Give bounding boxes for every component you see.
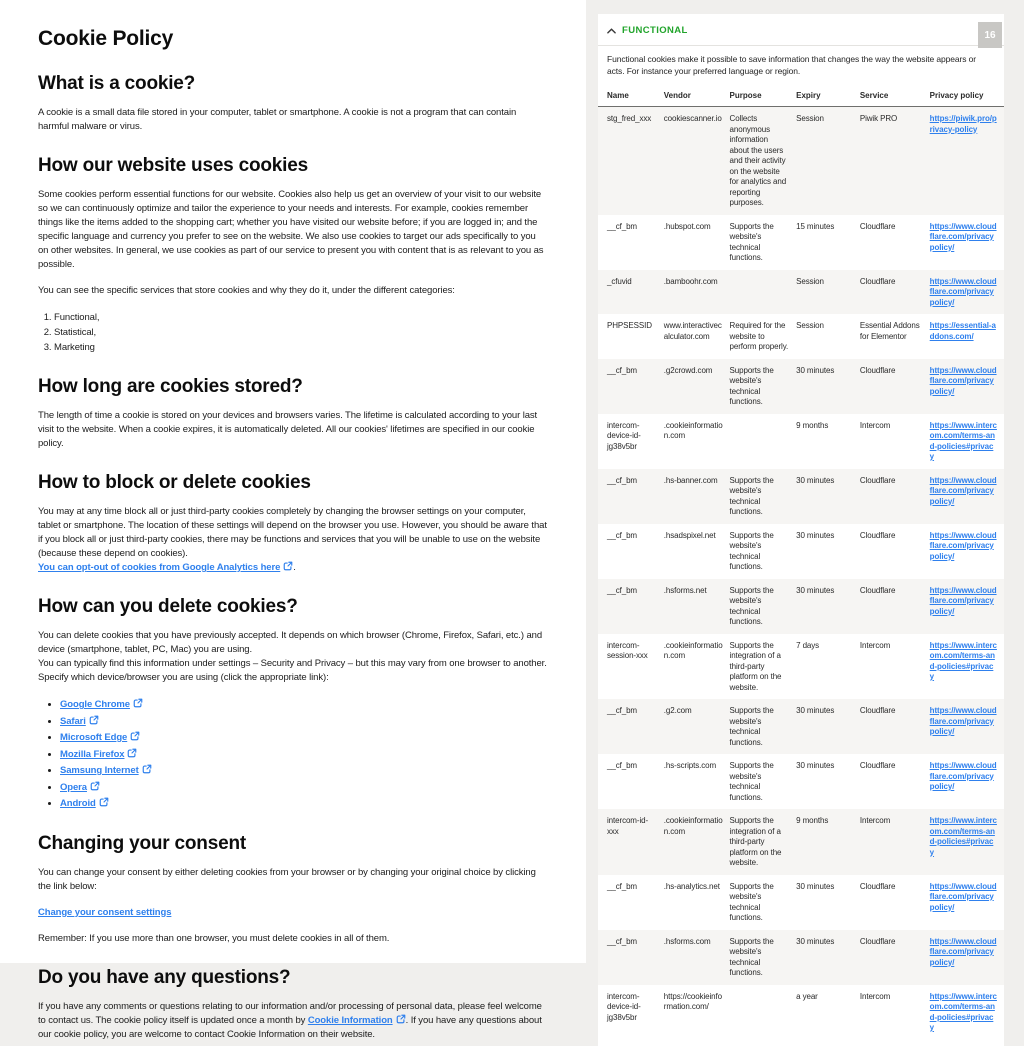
cell-name: intercom-device-id-jg38v5br [607,991,641,1022]
cell-vendor: .g2crowd.com [663,365,713,375]
browser-link-item [60,714,548,730]
section-heading-how-to-block-or-delete-cookies: How to block or delete cookies [38,472,311,493]
cell-name: PHPSESSID [607,321,652,330]
cookie-row-cf-bm [598,699,1004,754]
cell-purpose: Supports the website's technical functions. [729,585,774,626]
paragraph: You may at any time block all or just third-party cookies completely by changing the browser settings on your computer, tablet or smartphone. The location of these settings will depend on the browser you use. However, you should be aware that if you block all or just third-party cookies, there may be functions and services that you will be unable to use on the website (because these depend on cookies). You can opt-out of cookies from Google Analytics here . [38,506,547,573]
cell-vendor: .g2.com [663,706,692,715]
cell-vendor: .hs-analytics.net [663,881,720,891]
cell-vendor: .hs-banner.com [663,475,718,485]
cell-name: intercom-session-xxx [607,640,648,660]
column-header-privacy-policy: Privacy policy [930,87,1004,107]
cell-purpose: Supports the website's technical functions. [729,530,774,571]
privacy-policy-link[interactable]: https://www.cloudflare.com/privacypolicy/ [929,276,997,307]
cell-purpose: Collects anonymous information about the users and their activity on the website for analytics and reporting purposes. [729,114,787,207]
column-header-purpose: Purpose [730,87,797,107]
cell-service: Intercom [859,816,891,825]
cookie-row-cf-bm [598,579,1004,634]
external-link-icon [283,561,293,571]
section-heading-what-is-a-cookie: What is a cookie? [38,73,196,94]
cell-expiry: Session [796,114,824,123]
privacy-policy-link[interactable]: https://www.cloudflare.com/privacypolicy/ [929,761,997,791]
external-link-icon [130,731,140,741]
category-list-item: 2. Statistical, [54,325,548,340]
cell-expiry: a year [796,991,818,1001]
privacy-policy-link[interactable]: https://www.intercom.com/terms-and-policies#privacy [929,816,997,857]
functional-cookies-panel [598,14,1004,1046]
cell-privacy-policy [930,985,1004,1040]
cell-vendor: .hsforms.net [663,585,707,595]
browser-link-item [60,763,548,779]
privacy-policy-link[interactable]: https://www.cloudflare.com/privacypolicy/ [929,585,997,616]
cell-name: __cf_bm [607,585,637,595]
cookie-row-intercom-device-id-jg38v5br [598,414,1004,469]
browser-links-list [38,697,548,812]
cell-purpose: Required for the website to perform properly. [729,321,789,351]
cell-privacy-policy [930,314,1004,359]
link-change-your-consent-settings[interactable]: Change your consent settings [38,906,172,918]
cell-service: Cloudflare [859,761,896,770]
cell-expiry: Session [796,276,824,286]
link-opera[interactable]: Opera [60,782,100,793]
cell-service: Intercom [859,991,891,1001]
cell-name: __cf_bm [607,530,637,540]
paragraph: Some cookies perform essential functions for our website. Cookies also help us get an overview of your visit to our website so we can continuously optimize and tailor the experience to your needs and interests. For example, cookies remember things like the items added to the shopping cart; whether you have visited our website before; if you are logged in; and the specific language and currency you prefer to see on the website. We also use cookies to target our ads specifically to you on other websites. In general, we use cookies as part of our service to present you with content that is as relevant to you as possible. [38,189,544,270]
cell-privacy-policy [930,634,1004,700]
link-safari[interactable]: Safari [60,716,99,727]
cell-expiry: 30 minutes [796,365,835,375]
cell-name: __cf_bm [607,761,637,770]
cell-privacy-policy [930,215,1004,270]
column-header-name: Name [598,87,664,107]
cell-service: Cloudflare [859,706,896,715]
cell-vendor: .hsforms.com [663,936,711,946]
section-heading-how-long-are-cookies-stored: How long are cookies stored? [38,376,303,397]
section-heading-how-our-website-uses-cookies: How our website uses cookies [38,155,308,176]
functional-section-header[interactable] [598,14,1004,46]
cookie-row-cf-bm [598,359,1004,414]
privacy-policy-link[interactable]: https://www.cloudflare.com/privacypolicy/ [929,881,997,912]
link-google-chrome[interactable]: Google Chrome [60,699,143,710]
cell-name: __cf_bm [607,365,637,375]
cell-vendor: .hubspot.com [663,221,711,231]
cell-service: Cloudflare [859,936,896,946]
cell-expiry: 30 minutes [796,936,835,946]
privacy-policy-link[interactable]: https://www.intercom.com/terms-and-policies#privacy [929,420,997,461]
privacy-policy-link[interactable]: https://www.cloudflare.com/privacypolicy/ [929,936,997,967]
privacy-policy-link[interactable]: https://essential-addons.com/ [929,321,996,341]
cell-vendor: .cookieinformation.com [663,816,723,836]
cell-vendor: .cookieinformation.com [663,420,723,440]
section-heading-do-you-have-any-questions: Do you have any questions? [38,966,291,988]
cookie-row-intercom-device-id-jg38v5br [598,985,1004,1040]
cell-service: Intercom [859,420,891,430]
cell-expiry: 7 days [796,640,820,650]
privacy-policy-link[interactable]: https://piwik.pro/privacy-policy [929,114,997,134]
external-link-icon [142,764,152,774]
cell-expiry: 30 minutes [796,585,835,595]
cookie-row-cf-bm [598,754,1004,809]
cell-name: stg_fred_xxx [607,114,652,123]
cell-privacy-policy [930,359,1004,414]
cell-vendor: cookiescanner.io [663,114,722,123]
table-header-row [598,87,1004,107]
paragraph [38,906,548,920]
cell-privacy-policy [930,270,1004,315]
section-heading-how-can-you-delete-cookies: How can you delete cookies? [38,596,298,617]
cell-service: Cloudflare [859,881,896,891]
cell-expiry: 30 minutes [796,706,835,715]
cell-privacy-policy [930,579,1004,634]
external-link-icon [396,1014,406,1024]
link-you-can-opt-out-of-cookies-from-google-analytics-here[interactable]: You can opt-out of cookies from Google Analytics here [38,562,293,573]
paragraph: You can delete cookies that you have previously accepted. It depends on which browser (Chrome, Firefox, Safari, etc.) and device (smartphone, tablet, PC, Mac) you are using. You can typically find this information under settings – Security and Privacy – but this may vary from one browser to another. Specify which device/browser you are using (click the appropriate link): [38,630,547,683]
cell-service: Cloudflare [859,585,896,595]
link-cookie-information[interactable]: Cookie Information [308,1015,406,1026]
external-link-icon [89,715,99,725]
cell-privacy-policy [930,699,1004,754]
cell-privacy-policy [930,107,1004,215]
privacy-policy-link[interactable]: https://www.cloudflare.com/privacypolicy/ [929,530,997,561]
privacy-policy-link[interactable]: https://www.cloudflare.com/privacypolicy/ [929,706,997,736]
cell-name: __cf_bm [607,881,637,891]
section-heading-changing-your-consent: Changing your consent [38,832,246,854]
link-samsung-internet[interactable]: Samsung Internet [60,765,152,776]
external-link-icon [127,748,137,758]
category-list-item: 3. Marketing [54,340,548,355]
cell-service: Cloudflare [859,221,896,231]
cell-name: _cfuvid [607,276,632,286]
external-link-icon [133,698,143,708]
cell-service: Cloudflare [859,530,896,540]
cell-purpose: Supports the website's technical functions. [729,706,774,747]
cell-purpose: Supports the website's technical functions. [729,475,774,516]
cell-expiry: 30 minutes [796,761,835,770]
cell-service: Essential Addons for Elementor [859,321,920,341]
cell-purpose: Supports the website's technical functions. [729,936,774,977]
cell-expiry: Session [796,321,824,330]
browser-link-item [60,780,548,796]
cell-name: intercom-device-id-jg38v5br [607,420,641,451]
cell-vendor: https://cookieinformation.com/ [663,991,723,1011]
cell-purpose: Supports the website's technical functions. [729,221,774,262]
cell-purpose [730,985,797,1040]
cell-service: Intercom [859,640,891,650]
paragraph: A cookie is a small data file stored in your computer, tablet or smartphone. A cookie is not a program that can contain harmful malware or virus. [38,107,517,132]
cell-purpose: Supports the integration of a third-party platform on the website. [729,640,782,692]
privacy-policy-link[interactable]: https://www.cloudflare.com/privacypolicy/ [929,365,997,396]
panel-description: Functional cookies make it possible to save information that changes the way the website appears or acts. For instance your preferred language or region. [607,54,977,76]
privacy-policy-link[interactable]: https://www.intercom.com/terms-and-policies#privacy [929,640,997,681]
cell-purpose [730,270,797,315]
column-header-vendor: Vendor [664,87,730,107]
privacy-policy-link[interactable]: https://www.cloudflare.com/privacypolicy/ [929,475,997,506]
cell-service: Cloudflare [859,475,896,485]
cell-vendor: .bamboohr.com [663,276,718,286]
cell-vendor: www.interactivecalculator.com [663,321,722,341]
cell-privacy-policy [930,524,1004,579]
cell-name: __cf_bm [607,475,637,485]
cell-service: Piwik PRO [859,114,898,123]
column-header-service: Service [860,87,930,107]
cookie-row-phpsessid [598,314,1004,359]
link-android[interactable]: Android [60,798,109,809]
cell-privacy-policy [930,469,1004,524]
paragraph: You can change your consent by either deleting cookies from your browser or by changing your original choice by clicking the link below: [38,866,536,892]
page-title: Cookie Policy [38,27,174,50]
paragraph: If you have any comments or questions relating to our information and/or processing of personal data, please feel welcome to contact us. The cookie policy itself is updated once a month by Cookie Information . If you have any questions about our cookie policy, you are welcome to contact Cookie Information on their website. [38,1000,542,1040]
cell-privacy-policy [930,875,1004,930]
external-link-icon [99,797,109,807]
category-list-item: 1. Functional, [54,310,548,325]
cell-service: Cloudflare [859,276,896,286]
privacy-policy-link[interactable]: https://www.cloudflare.com/privacypolicy/ [929,221,997,252]
cell-vendor: .hs-scripts.com [663,761,717,770]
cell-name: __cf_bm [607,221,637,231]
cell-purpose: Supports the website's technical functions. [729,761,774,802]
cookie-row-cf-bm [598,215,1004,270]
browser-link-item [60,796,548,812]
cell-privacy-policy [930,930,1004,985]
browser-link-item [60,697,548,713]
browser-link-item [60,747,548,763]
cookies-table [598,87,1004,1040]
cookie-row-cf-bm [598,469,1004,524]
cell-purpose: Supports the website's technical functions. [729,365,774,406]
paragraph: The length of time a cookie is stored on your devices and browsers varies. The lifetime is calculated according to your last visit to the website. When a cookie expires, it is automatically deleted. All our cookies' lifetimes are specified in our cookie policy. [38,410,538,449]
cookie-count-badge: 16 [978,22,1002,48]
panel-title: FUNCTIONAL [622,25,688,36]
cell-vendor: .hsadspixel.net [663,530,716,540]
cookie-row-intercom-id-xxx [598,809,1004,875]
cell-privacy-policy [930,809,1004,875]
cookie-row-cf-bm [598,930,1004,985]
cell-privacy-policy [930,414,1004,469]
cookie-row-cf-bm [598,875,1004,930]
cookie-row-stg-fred-xxx [598,107,1004,215]
cell-expiry: 15 minutes [796,221,835,231]
cell-purpose: Supports the integration of a third-party platform on the website. [729,816,782,867]
cookie-row-intercom-session-xxx [598,634,1004,700]
chevron-up-icon[interactable] [607,28,616,34]
cell-purpose [730,414,797,469]
paragraph: Remember: If you use more than one browser, you must delete cookies in all of them. [38,932,390,944]
category-list [38,310,548,355]
cell-service: Cloudflare [859,365,896,375]
cell-expiry: 9 months [796,816,829,825]
external-link-icon [90,781,100,791]
cookie-row-cfuvid [598,270,1004,315]
link-microsoft-edge[interactable]: Microsoft Edge [60,732,140,743]
cell-name: __cf_bm [607,706,637,715]
cell-purpose: Supports the website's technical functions. [729,881,774,922]
column-header-expiry: Expiry [796,87,860,107]
cell-vendor: .cookieinformation.com [663,640,723,660]
cell-expiry: 30 minutes [796,530,835,540]
browser-link-item [60,730,548,746]
cookie-row-cf-bm [598,524,1004,579]
link-mozilla-firefox[interactable]: Mozilla Firefox [60,749,137,760]
cell-name: __cf_bm [607,936,637,946]
paragraph: You can see the specific services that store cookies and why they do it, under the different categories: [38,285,455,296]
cell-privacy-policy [930,754,1004,809]
privacy-policy-link[interactable]: https://www.intercom.com/terms-and-policies#privacy [929,991,997,1032]
cell-name: intercom-id-xxx [607,816,649,836]
cell-expiry: 30 minutes [796,881,835,891]
cell-expiry: 30 minutes [796,475,835,485]
cell-expiry: 9 months [796,420,829,430]
article-body [38,72,548,1042]
